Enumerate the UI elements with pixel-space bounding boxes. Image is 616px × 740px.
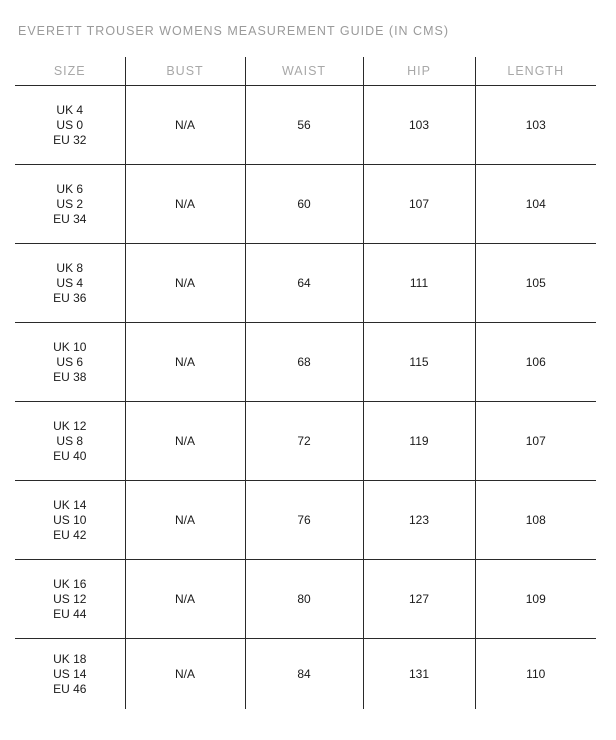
waist-cell: 84 — [245, 639, 363, 710]
header-size: SIZE — [15, 57, 125, 86]
waist-cell: 64 — [245, 244, 363, 323]
size-cell — [15, 481, 125, 560]
hip-cell: 131 — [363, 639, 475, 710]
table-row — [15, 560, 596, 639]
size-us: US 12 — [53, 591, 87, 606]
waist-cell: 60 — [245, 165, 363, 244]
size-cell — [15, 86, 125, 165]
bust-cell: N/A — [125, 86, 245, 165]
size-eu: EU 42 — [53, 527, 87, 542]
header-waist: WAIST — [245, 57, 363, 86]
table-header-row — [15, 57, 596, 86]
waist-cell: 68 — [245, 323, 363, 402]
table-row — [15, 323, 596, 402]
size-us: US 2 — [56, 196, 84, 211]
length-cell: 103 — [475, 86, 596, 165]
hip-cell: 123 — [363, 481, 475, 560]
waist-cell: 80 — [245, 560, 363, 639]
page-title: EVERETT TROUSER WOMENS MEASUREMENT GUIDE (IN CMS) — [18, 24, 449, 38]
size-uk: UK 8 — [56, 260, 84, 275]
size-cell — [15, 639, 125, 710]
measurement-table — [15, 57, 596, 709]
size-uk: UK 12 — [53, 418, 87, 433]
header-bust: BUST — [125, 57, 245, 86]
bust-cell: N/A — [125, 639, 245, 710]
size-cell — [15, 165, 125, 244]
bust-cell: N/A — [125, 244, 245, 323]
size-eu: EU 32 — [53, 132, 87, 147]
bust-cell: N/A — [125, 402, 245, 481]
table-row — [15, 481, 596, 560]
length-cell: 105 — [475, 244, 596, 323]
table-row — [15, 86, 596, 165]
table-row — [15, 402, 596, 481]
hip-cell: 103 — [363, 86, 475, 165]
size-cell — [15, 323, 125, 402]
size-cell — [15, 402, 125, 481]
size-uk: UK 14 — [53, 497, 87, 512]
size-eu: EU 34 — [53, 211, 87, 226]
hip-cell: 107 — [363, 165, 475, 244]
size-uk: UK 6 — [56, 181, 84, 196]
size-us: US 4 — [56, 275, 84, 290]
size-cell — [15, 560, 125, 639]
bust-cell: N/A — [125, 323, 245, 402]
hip-cell: 111 — [363, 244, 475, 323]
length-cell: 110 — [475, 639, 596, 710]
size-uk: UK 10 — [53, 339, 87, 354]
size-eu: EU 46 — [53, 681, 87, 696]
size-eu: EU 38 — [53, 369, 87, 384]
size-eu: EU 36 — [53, 290, 87, 305]
size-eu: EU 44 — [53, 606, 87, 621]
hip-cell: 115 — [363, 323, 475, 402]
size-us: US 6 — [56, 354, 84, 369]
size-us: US 10 — [53, 512, 87, 527]
size-uk: UK 18 — [53, 651, 87, 666]
length-cell: 106 — [475, 323, 596, 402]
table-row — [15, 639, 596, 710]
header-hip: HIP — [363, 57, 475, 86]
length-cell: 109 — [475, 560, 596, 639]
table-row — [15, 244, 596, 323]
hip-cell: 119 — [363, 402, 475, 481]
size-cell — [15, 244, 125, 323]
bust-cell: N/A — [125, 165, 245, 244]
length-cell: 107 — [475, 402, 596, 481]
bust-cell: N/A — [125, 560, 245, 639]
size-us: US 0 — [56, 117, 84, 132]
waist-cell: 56 — [245, 86, 363, 165]
size-uk: UK 4 — [56, 102, 84, 117]
waist-cell: 72 — [245, 402, 363, 481]
waist-cell: 76 — [245, 481, 363, 560]
header-length: LENGTH — [475, 57, 596, 86]
size-us: US 14 — [53, 666, 87, 681]
length-cell: 108 — [475, 481, 596, 560]
hip-cell: 127 — [363, 560, 475, 639]
size-eu: EU 40 — [53, 448, 87, 463]
size-us: US 8 — [56, 433, 84, 448]
table-row — [15, 165, 596, 244]
bust-cell: N/A — [125, 481, 245, 560]
length-cell: 104 — [475, 165, 596, 244]
size-uk: UK 16 — [53, 576, 87, 591]
